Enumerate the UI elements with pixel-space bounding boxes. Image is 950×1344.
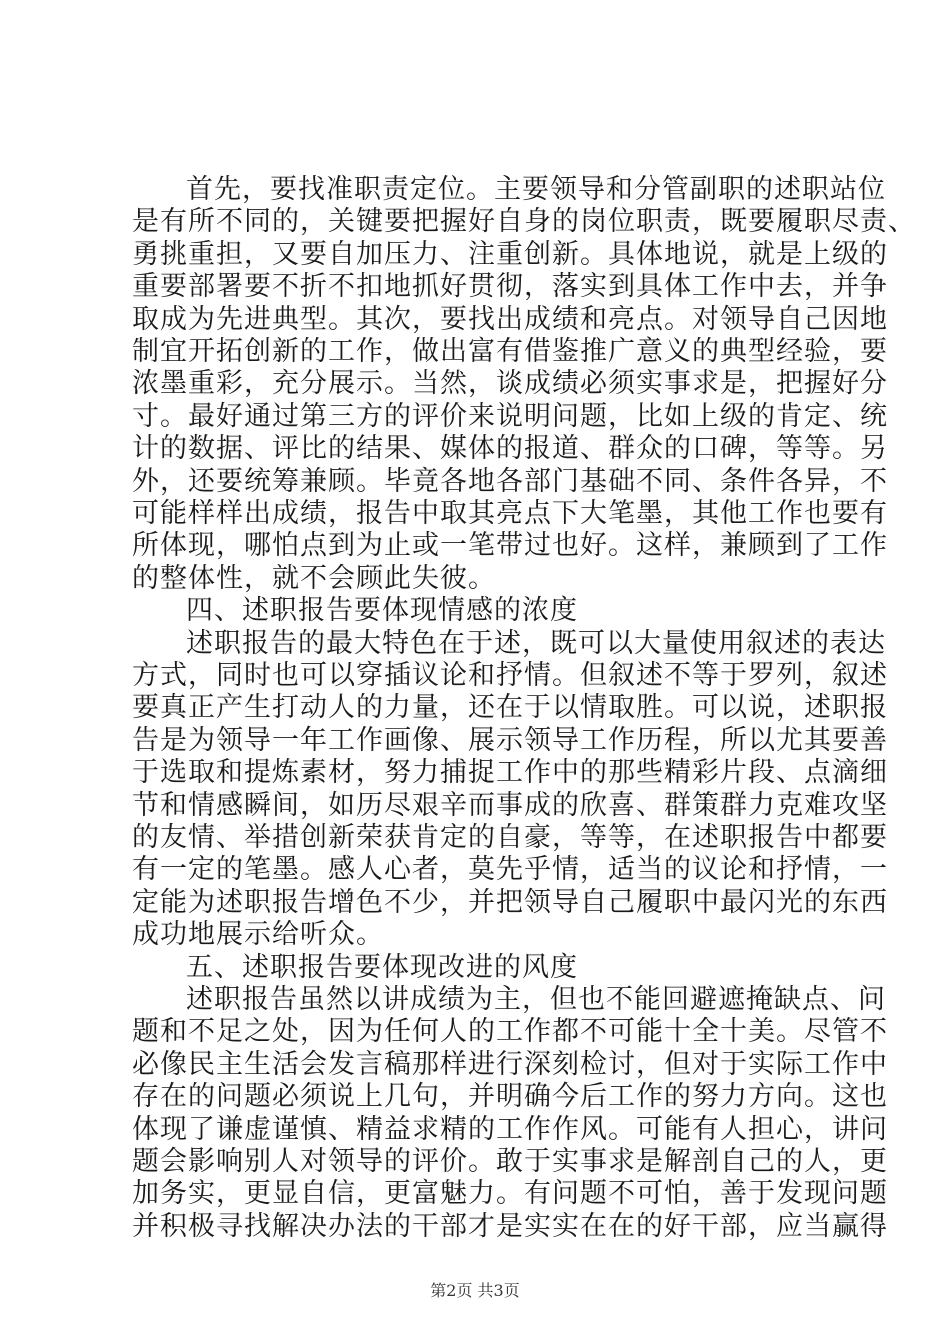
paragraph-line: 要真正产生打动人的力量，还在于以情取胜。可以说，述职报 [132, 692, 888, 724]
paragraph-line: 有一定的笔墨。感人心者，莫先乎情，适当的议论和抒情，一 [132, 854, 888, 886]
paragraph-line: 成功地展示给听众。 [132, 919, 384, 951]
paragraph-line: 存在的问题必须说上几句，并明确今后工作的努力方向。这也 [132, 1081, 888, 1113]
paragraph-line: 加务实，更显自信，更富魅力。有问题不可怕，善于发现问题 [132, 1178, 888, 1210]
paragraph-line: 的整体性，就不会顾此失彼。 [132, 562, 496, 594]
paragraph-line: 节和情感瞬间，如历尽艰辛而事成的欣喜、群策群力克难攻坚 [132, 789, 888, 821]
paragraph-line: 是有所不同的，关键要把握好自身的岗位职责，既要履职尽责、 [132, 206, 916, 238]
paragraph-line: 所体现，哪怕点到为止或一笔带过也好。这样，兼顾到了工作 [132, 530, 888, 562]
paragraph-line: 告是为领导一年工作画像、展示领导工作历程，所以尤其要善 [132, 724, 888, 756]
paragraph-line: 浓墨重彩，充分展示。当然，谈成绩必须实事求是，把握好分 [132, 368, 888, 400]
paragraph-line: 取成为先进典型。其次，要找出成绩和亮点。对领导自己因地 [132, 303, 888, 335]
paragraph-line: 于选取和提炼素材，努力捕捉工作中的那些精彩片段、点滴细 [132, 757, 888, 789]
paragraph-line: 题和不足之处，因为任何人的工作都不可能十全十美。尽管不 [132, 1016, 888, 1048]
paragraph-line: 定能为述职报告增色不少，并把领导自己履职中最闪光的东西 [132, 886, 888, 918]
paragraph-line: 外，还要统筹兼顾。毕竟各地各部门基础不同、条件各异，不 [132, 465, 888, 497]
paragraph-line: 题会影响别人对领导的评价。敢于实事求是解剖自己的人，更 [132, 1146, 888, 1177]
paragraph-line: 必像民主生活会发言稿那样进行深刻检讨，但对于实际工作中 [132, 1048, 888, 1080]
section-heading-5: 五、述职报告要体现改进的风度 [186, 951, 578, 983]
paragraph-line: 的友情、举措创新荣获肯定的自豪，等等，在述职报告中都要 [132, 822, 888, 853]
paragraph-line: 寸。最好通过第三方的评价来说明问题，比如上级的肯定、统 [132, 400, 888, 432]
paragraph-line: 体现了谦虚谨慎、精益求精的工作作风。可能有人担心，讲问 [132, 1113, 888, 1145]
paragraph-line: 计的数据、评比的结果、媒体的报道、群众的口碑，等等。另 [132, 433, 888, 465]
page-number-footer: 第2页 共3页 [430, 1281, 520, 1300]
paragraph-line: 首先，要找准职责定位。主要领导和分管副职的述职站位 [186, 174, 886, 205]
paragraph-line: 勇挑重担，又要自加压力、注重创新。具体地说，就是上级的 [132, 238, 888, 270]
paragraph-line: 并积极寻找解决办法的干部才是实实在在的好干部，应当赢得 [132, 1210, 888, 1242]
paragraph-line: 述职报告的最大特色在于述，既可以大量使用叙述的表达 [186, 627, 886, 659]
paragraph-line: 重要部署要不折不扣地抓好贯彻，落实到具体工作中去，并争 [132, 271, 888, 303]
paragraph-line: 可能样样出成绩，报告中取其亮点下大笔墨，其他工作也要有 [132, 498, 888, 529]
paragraph-line: 制宜开拓创新的工作，做出富有借鉴推广意义的典型经验，要 [132, 336, 888, 367]
paragraph-line: 述职报告虽然以讲成绩为主，但也不能回避遮掩缺点、问 [186, 984, 886, 1015]
paragraph-line: 方式，同时也可以穿插议论和抒情。但叙述不等于罗列，叙述 [132, 660, 888, 691]
section-heading-4: 四、述职报告要体现情感的浓度 [186, 595, 578, 627]
